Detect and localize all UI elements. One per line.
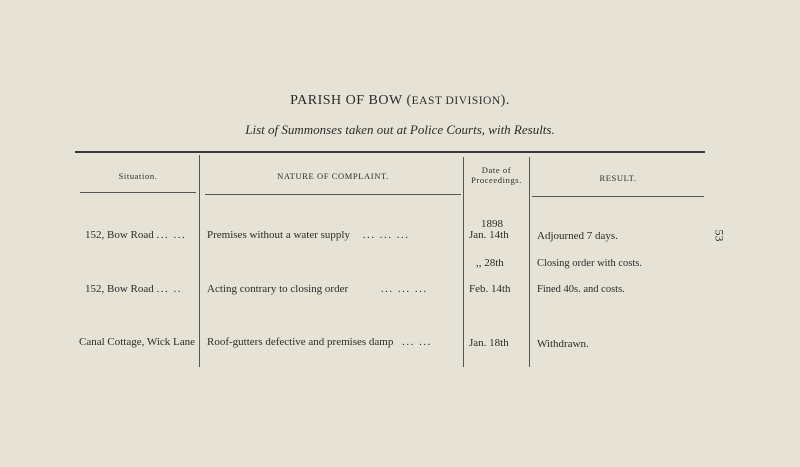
- row1-situation-text: 152, Bow Road: [85, 229, 154, 241]
- page-number: 53: [712, 229, 727, 242]
- title-division: EAST DIVISION: [411, 95, 501, 107]
- header-rule-complaint: [205, 194, 461, 195]
- row4-complaint-text: Roof-gutters defective and premises damp: [207, 336, 394, 348]
- header-result-text: RESULT.: [599, 173, 637, 183]
- header-result: [532, 173, 704, 183]
- page-subtitle: List of Summonses taken out at Police Courts, with Results.: [245, 122, 555, 137]
- header-complaint: [205, 171, 461, 181]
- row4-complaint: [207, 336, 432, 348]
- row3-complaint: [207, 283, 428, 295]
- header-rule-result: [532, 196, 704, 197]
- row3-result: Fined 40s. and costs.: [537, 284, 625, 295]
- row1-complaint: [207, 229, 409, 241]
- header-date-line1: Date of: [481, 165, 512, 175]
- row1-situation-dots: ... ...: [156, 229, 187, 241]
- row4-result: Withdrawn.: [537, 338, 589, 350]
- row2-result: Closing order with costs.: [537, 258, 642, 269]
- row3-situation-text: 152, Bow Road: [85, 283, 154, 295]
- row4-situation: Canal Cottage, Wick Lane: [79, 336, 196, 348]
- row1-complaint-dots: ... ... ...: [362, 229, 410, 241]
- row1-date: Jan. 14th: [469, 229, 509, 241]
- row3-date: Feb. 14th: [469, 283, 511, 295]
- header-situation: [80, 171, 196, 181]
- row3-complaint-dots: ... ... ...: [380, 283, 428, 295]
- row1-result: Adjourned 7 days.: [537, 230, 618, 242]
- header-date-line2: Proceedings.: [471, 175, 522, 185]
- title-main: PARISH OF BOW (: [290, 93, 412, 108]
- row3-situation-dots: ... ..: [156, 283, 182, 295]
- header-date: [464, 165, 529, 185]
- row3-complaint-text: Acting contrary to closing order: [207, 283, 349, 295]
- year-label: 1898: [481, 218, 503, 230]
- header-rule-situation: [80, 192, 196, 193]
- column-divider-1: [199, 155, 200, 367]
- row1-situation: [85, 229, 186, 241]
- row4-complaint-dots: ... ...: [402, 336, 432, 348]
- header-complaint-text: NATURE OF COMPLAINT.: [277, 171, 389, 181]
- row1-complaint-text: Premises without a water supply: [207, 229, 350, 241]
- row4-date: Jan. 18th: [469, 337, 509, 349]
- row3-situation: [85, 283, 182, 295]
- column-divider-2: [463, 157, 464, 367]
- table-top-rule: [75, 151, 705, 153]
- column-divider-3: [529, 157, 530, 367]
- header-situation-text: Situation.: [118, 171, 158, 181]
- page-title: [0, 93, 800, 109]
- title-end: ).: [500, 93, 510, 108]
- row2-date: ,, 28th: [476, 257, 504, 269]
